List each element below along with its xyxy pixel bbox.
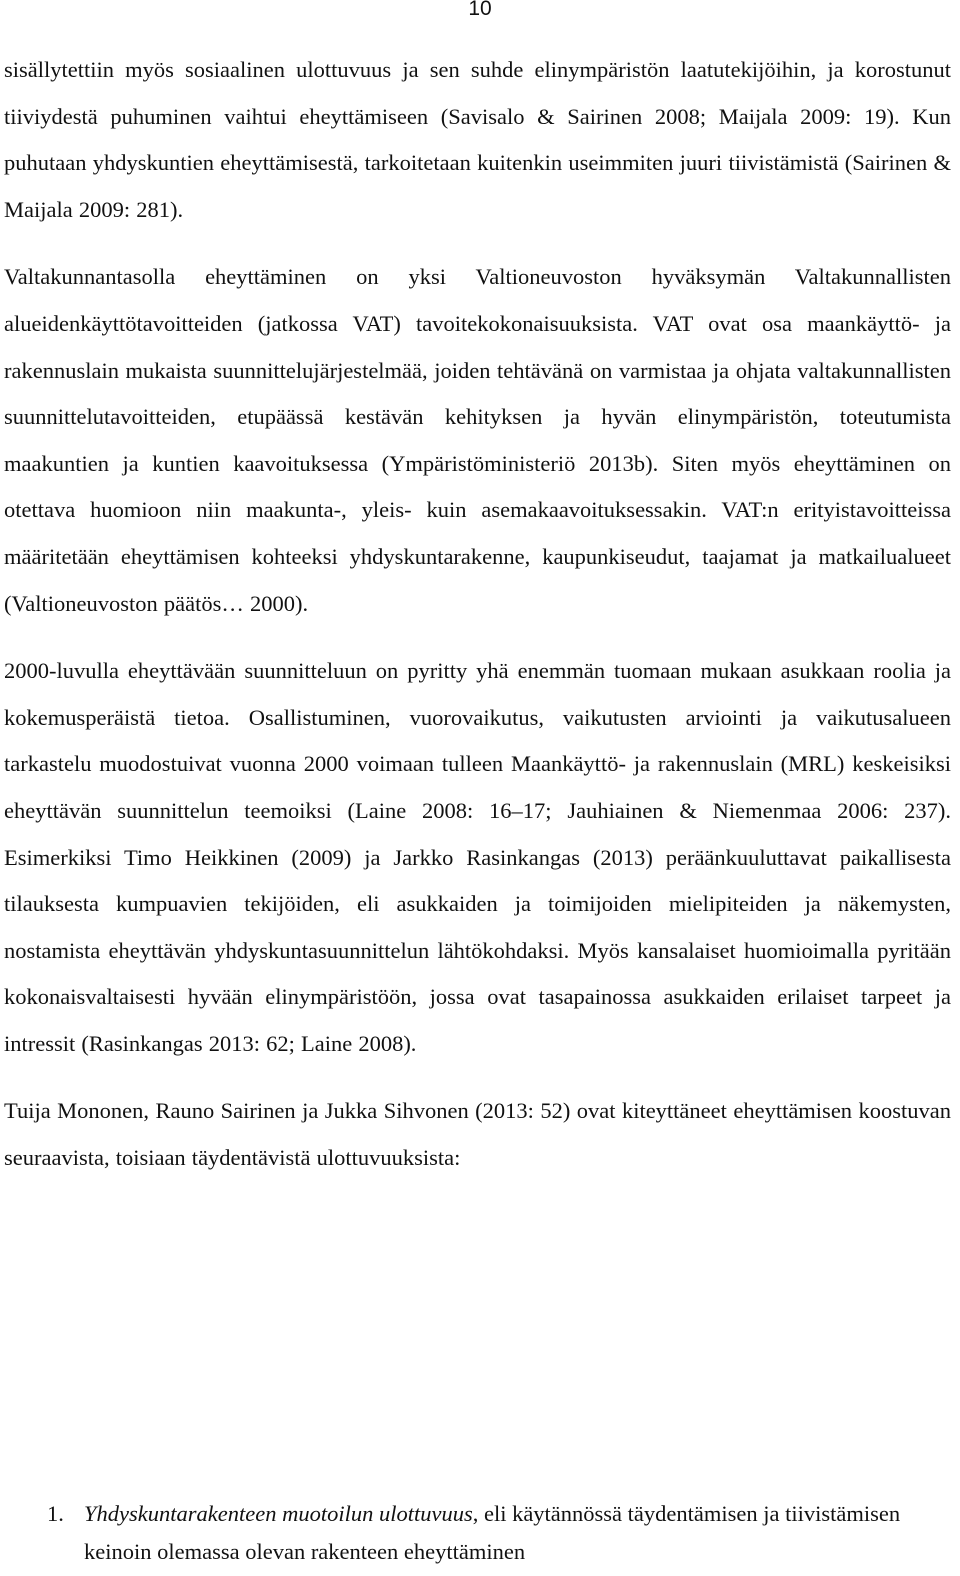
dimensions-list: [0, 1495, 960, 1571]
list-item-term: Yhdyskuntarakenteen muotoilun ulottuvuus: [84, 1501, 473, 1526]
paragraph-3: 2000-luvulla eheyttävään suunnitteluun on pyritty yhä enemmän tuomaan mukaan asukkaan roolia ja kokemusperäistä tietoa. Osallistuminen, vuorovaikutus, vaikutusten arviointi ja vaikutusalueen tarkastelu muodostuivat vuonna 2000 voimaan tulleen Maankäyttö- ja rakennuslain (MRL) keskeisiksi eheyttävän suunnittelun teemoiksi (Laine 2008: 16–17; Jauhiainen & Niemenmaa 2006: 237). Esimerkiksi Timo Heikkinen (2009) ja Jarkko Rasinkangas (2013) peräänkuuluttavat paikallisesta tilauksesta kumpuavien tekijöiden, eli asukkaiden ja toimijoiden mielipiteiden ja näkemysten, nostamista eheyttävän yhdyskuntasuunnittelun lähtökohdaksi. Myös kansalaiset huomioimalla pyritään kokonaisvaltaisesti hyvään elinympäristöön, jossa ovat tasapainossa asukkaiden erilaiset tarpeet ja intressit (Rasinkangas 2013: 62; Laine 2008).: [4, 658, 951, 1056]
list-item-text: , eli käytännössä täydentämisen ja tiivistämisen keinoin olemassa olevan rakenteen eheyttäminen: [84, 1501, 901, 1564]
paragraph-2: Valtakunnantasolla eheyttäminen on yksi Valtioneuvoston hyväksymän Valtakunnallisten alueidenkäyttötavoitteiden (jatkossa VAT) tavoitekokonaisuuksista. VAT ovat osa maankäyttö- ja rakennuslain mukaista suunnittelujärjestelmää, joiden tehtävänä on varmistaa ja ohjata valtakunnallisten suunnittelutavoitteiden, etupäässä kestävän kehityksen ja hyvän elinympäristön, toteutumista maakuntien ja kuntien kaavoituksessa (Ympäristöministeriö 2013b). Siten myös eheyttäminen on otettava huomioon niin maakunta-, yleis- kuin asemakaavoituksessakin. VAT:n erityistavoitteissa määritetään eheyttämisen kohteeksi yhdyskuntarakenne, kaupunkiseudut, taajamat ja matkailualueet (Valtioneuvoston päätös… 2000).: [4, 264, 951, 616]
paragraph-1: sisällytettiin myös sosiaalinen ulottuvuus ja sen suhde elinympäristön laatutekijöihin, ja korostunut tiiviydestä puhuminen vaihtui eheyttämiseen (Savisalo & Sairinen 2008; Maijala 2009: 19). Kun puhutaan yhdyskuntien eheyttämisestä, tarkoitetaan kuitenkin useimmiten juuri tiivistämistä (Sairinen & Maijala 2009: 281).: [4, 57, 951, 222]
paragraph-4: Tuija Mononen, Rauno Sairinen ja Jukka Sihvonen (2013: 52) ovat kiteyttäneet eheyttämisen koostuvan seuraavista, toisiaan täydentävistä ulottuvuuksista:: [4, 1098, 951, 1171]
page-number: 10: [468, 0, 492, 20]
list-item: [0, 1495, 944, 1571]
document-body: [4, 47, 951, 1182]
list-item-number: 1.: [47, 1501, 64, 1526]
